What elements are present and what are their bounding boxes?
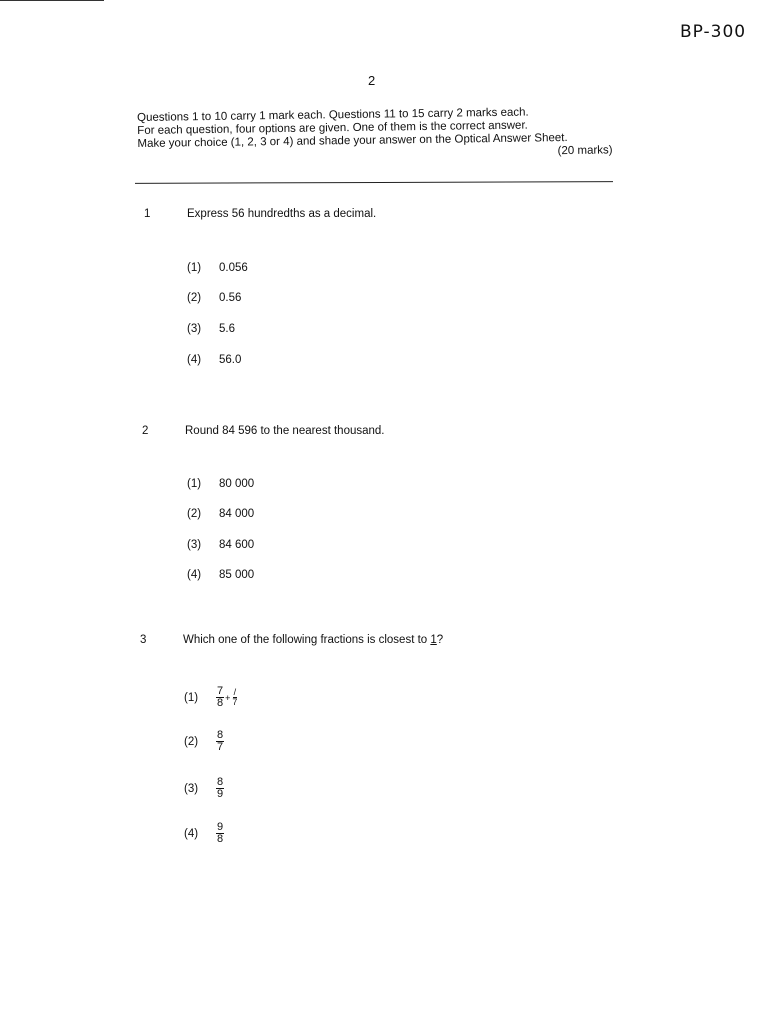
option-2 bbox=[187, 292, 241, 304]
option-value: 85 000 bbox=[219, 569, 255, 581]
instruction-line-3: Make your choice (1, 2, 3 or 4) and shade your answer on the Optical Answer Sheet. bbox=[137, 131, 568, 150]
option-1 bbox=[184, 686, 238, 709]
option-label: (3) bbox=[184, 782, 199, 795]
option-label: (4) bbox=[187, 569, 202, 581]
option-label: (2) bbox=[187, 292, 202, 304]
numerator: 8 bbox=[217, 776, 224, 788]
option-value: 0.056 bbox=[219, 262, 248, 274]
question-text: Round 84 596 to the nearest thousand. bbox=[185, 425, 385, 437]
option-value: 84 000 bbox=[219, 508, 255, 520]
option-label: (1) bbox=[187, 262, 202, 274]
total-marks: (20 marks) bbox=[557, 144, 613, 158]
corner-rule bbox=[0, 0, 104, 1]
fraction bbox=[216, 686, 224, 709]
option-1 bbox=[187, 262, 248, 274]
denominator: 8 bbox=[217, 833, 224, 845]
numerator: 8 bbox=[217, 729, 224, 741]
section-divider bbox=[135, 181, 613, 184]
instruction-line-2: For each question, four options are given. One of them is the correct answer. bbox=[137, 119, 528, 137]
option-label: (3) bbox=[187, 323, 202, 335]
option-label: (2) bbox=[184, 735, 199, 748]
option-label: (1) bbox=[187, 478, 202, 490]
option-label: (4) bbox=[187, 354, 202, 366]
option-value: 84 600 bbox=[219, 539, 255, 551]
fraction bbox=[216, 730, 224, 753]
question-target: 1 bbox=[430, 634, 437, 646]
option-value bbox=[216, 686, 238, 709]
instructions bbox=[137, 105, 613, 164]
fraction bbox=[216, 777, 224, 800]
question-text-after: ? bbox=[436, 634, 444, 646]
numerator: 7 bbox=[217, 685, 224, 697]
denominator: 7 bbox=[232, 697, 238, 707]
question-text-before: Which one of the following fractions is closest to bbox=[183, 634, 431, 646]
option-3 bbox=[187, 323, 235, 335]
handwritten-mark: + bbox=[225, 692, 231, 703]
numerator: / bbox=[233, 687, 237, 697]
question-text: Express 56 hundredths as a decimal. bbox=[187, 208, 377, 220]
option-2 bbox=[187, 508, 254, 520]
paper-code: BP-300 bbox=[680, 22, 747, 42]
option-1 bbox=[187, 478, 254, 490]
option-4 bbox=[187, 569, 254, 581]
handwritten-fraction bbox=[231, 688, 238, 707]
option-label: (4) bbox=[184, 827, 199, 840]
option-label: (3) bbox=[187, 539, 202, 551]
option-label: (1) bbox=[184, 691, 199, 704]
option-3 bbox=[184, 777, 224, 800]
option-value: 80 000 bbox=[219, 478, 255, 490]
fraction bbox=[216, 822, 224, 845]
option-value: 0.56 bbox=[219, 292, 242, 304]
question-number: 2 bbox=[142, 425, 149, 437]
option-4 bbox=[184, 822, 224, 845]
option-2 bbox=[184, 730, 224, 753]
question-number: 3 bbox=[140, 634, 147, 646]
page-number: 2 bbox=[368, 73, 376, 88]
option-3 bbox=[187, 539, 254, 551]
option-label: (2) bbox=[187, 508, 202, 520]
option-4 bbox=[187, 354, 241, 366]
instruction-line-1: Questions 1 to 10 carry 1 mark each. Questions 11 to 15 carry 2 marks each. bbox=[137, 106, 529, 124]
question-number: 1 bbox=[144, 208, 151, 220]
numerator: 9 bbox=[217, 821, 224, 833]
option-value: 56.0 bbox=[219, 354, 242, 366]
denominator: 7 bbox=[217, 741, 224, 753]
option-value: 5.6 bbox=[219, 323, 235, 335]
denominator: 8 bbox=[217, 697, 224, 709]
question-text bbox=[183, 634, 443, 646]
denominator: 9 bbox=[217, 788, 224, 800]
